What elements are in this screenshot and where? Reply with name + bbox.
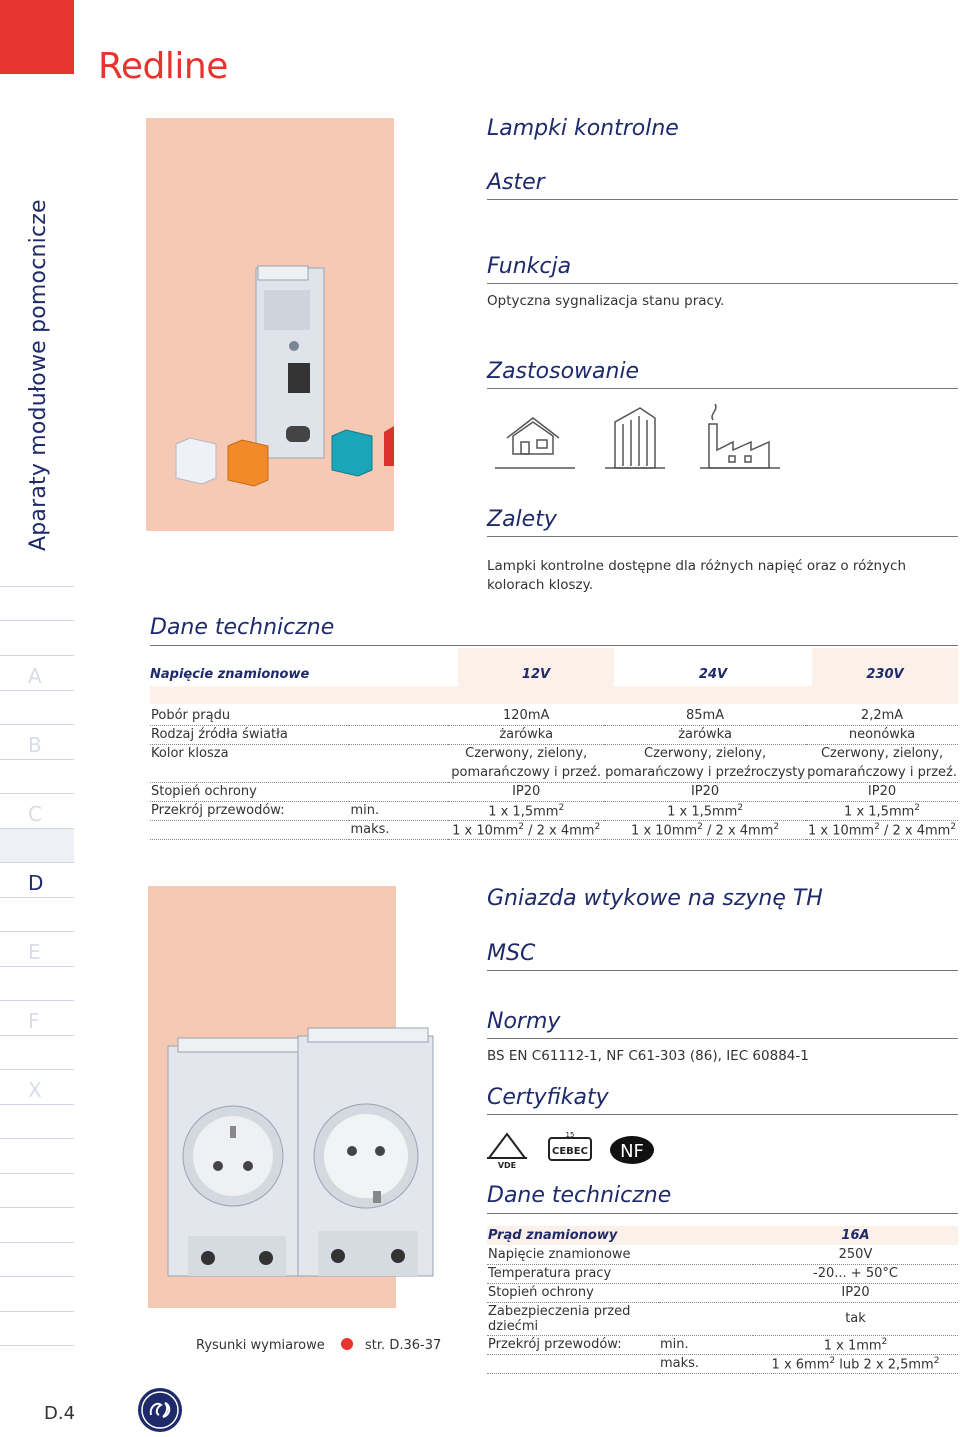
dimension-drawings-ref[interactable] bbox=[196, 1338, 441, 1353]
index-letter-f[interactable]: F bbox=[28, 1009, 40, 1033]
product-photo-aster bbox=[146, 118, 394, 531]
table-row: Zabezpieczenia przed dziećmi tak bbox=[487, 1302, 958, 1335]
sidebar-vertical-title: Aparaty modułowe pomocnicze bbox=[26, 199, 51, 551]
msc-socket-illustration bbox=[148, 886, 438, 1308]
table-row: Napięcie znamionowe 250V bbox=[487, 1245, 958, 1264]
aster-lamp-illustration bbox=[146, 118, 394, 531]
normy-text: BS EN C61112-1, NF C61-303 (86), IEC 60884-1 bbox=[487, 1048, 809, 1064]
table-row: Stopień ochrony IP20 IP20 IP20 bbox=[150, 782, 958, 801]
table-row: Rodzaj źródła światła żarówka żarówka neonówka bbox=[150, 725, 958, 744]
rule bbox=[487, 1114, 958, 1115]
table-row: pomarańczowy i przeź. pomarańczowy i przeźroczysty pomarańczowy i przeź. bbox=[150, 763, 958, 782]
tech1-rows bbox=[150, 706, 958, 840]
table-row: Przekrój przewodów: min. 1 x $1,5mm^2$ 1 x $1,5mm^2$ 1 x $1,5mm^2$ bbox=[150, 801, 958, 820]
table-row: Stopień ochrony IP20 bbox=[487, 1283, 958, 1302]
tech2-heading: Dane techniczne bbox=[487, 1183, 672, 1208]
table-row: Pobór prądu 120mA 85mA 2,2mA bbox=[150, 706, 958, 725]
certificate-logos bbox=[487, 1130, 687, 1172]
application-icons bbox=[495, 400, 785, 476]
index-letter-e[interactable]: E bbox=[28, 940, 41, 964]
active-index-band bbox=[0, 828, 74, 862]
table-row: maks. 1 x $10mm^2 / 2$ x $4mm^2$ 1 x $10mm^2 / 2$ x $4mm^2$ 1 x $10mm^2 / 2$ x $4mm^2$ bbox=[150, 820, 958, 839]
zalety-heading: Zalety bbox=[487, 507, 557, 532]
header-24v: 24V bbox=[698, 667, 728, 682]
cebec-logo-icon bbox=[549, 1131, 591, 1160]
index-letter-c[interactable]: C bbox=[28, 802, 42, 826]
svg-text:CEBEC: CEBEC bbox=[552, 1146, 588, 1157]
svg-text:NF: NF bbox=[620, 1141, 644, 1162]
sidebar-index bbox=[0, 0, 74, 1433]
index-letter-d[interactable]: D bbox=[28, 871, 44, 895]
tech1-header-row bbox=[150, 648, 958, 686]
rule bbox=[487, 1038, 958, 1039]
funkcja-heading: Funkcja bbox=[487, 254, 572, 279]
funkcja-text: Optyczna sygnalizacja stanu pracy. bbox=[487, 293, 725, 309]
index-letter-x[interactable]: X bbox=[28, 1078, 42, 1102]
rule bbox=[487, 388, 958, 389]
page-number: D.4 bbox=[44, 1403, 76, 1424]
section2-title: Gniazda wtykowe na szynę TH bbox=[487, 886, 823, 911]
header-12v: 12V bbox=[521, 667, 551, 682]
zalety-text: Lampki kontrolne dostępne dla różnych napięć oraz o różnych kolorach kloszy. bbox=[487, 558, 907, 593]
svg-text:15: 15 bbox=[565, 1131, 575, 1139]
table-row: Prąd znamionowy 16A bbox=[487, 1226, 958, 1245]
house-icon bbox=[495, 418, 575, 468]
zastosowanie-heading: Zastosowanie bbox=[487, 359, 640, 384]
rule bbox=[487, 970, 958, 971]
header-230v: 230V bbox=[866, 667, 904, 682]
office-building-icon bbox=[605, 408, 665, 468]
rule bbox=[487, 283, 958, 284]
header-spacer bbox=[150, 686, 958, 704]
table-row: maks. 1 x $6mm^2$ lub 2 x $2,5mm^2$ bbox=[487, 1354, 958, 1373]
factory-icon bbox=[700, 404, 780, 468]
header-label: Napięcie znamionowe bbox=[150, 667, 310, 682]
series-title: Redline bbox=[98, 46, 228, 87]
table-row: Temperatura pracy -20... + 50°C bbox=[487, 1264, 958, 1283]
vde-logo-icon bbox=[487, 1134, 527, 1170]
rule bbox=[487, 1213, 958, 1214]
section1-title: Lampki kontrolne bbox=[487, 116, 679, 141]
ref-page: str. D.36-37 bbox=[365, 1338, 442, 1353]
table-row: Przekrój przewodów: min. 1 x $1mm^2$ bbox=[487, 1335, 958, 1354]
ge-logo-icon bbox=[137, 1387, 183, 1433]
tech1-table bbox=[150, 648, 958, 840]
index-letter-b[interactable]: B bbox=[28, 733, 42, 757]
nf-logo-icon bbox=[610, 1136, 654, 1164]
rule bbox=[150, 645, 958, 646]
normy-heading: Normy bbox=[487, 1009, 561, 1034]
product-photo-msc bbox=[148, 886, 396, 1308]
rule bbox=[487, 536, 958, 537]
tech2-table bbox=[487, 1226, 958, 1374]
index-letter-a[interactable]: A bbox=[28, 664, 42, 688]
tech1-heading: Dane techniczne bbox=[150, 615, 335, 640]
red-dot-icon bbox=[341, 1338, 353, 1350]
rule bbox=[487, 199, 958, 200]
section1-subtitle: Aster bbox=[487, 170, 545, 195]
svg-text:VDE: VDE bbox=[497, 1161, 517, 1170]
section2-subtitle: MSC bbox=[487, 941, 536, 966]
ref-label: Rysunki wymiarowe bbox=[196, 1338, 325, 1353]
certyfikaty-heading: Certyfikaty bbox=[487, 1085, 609, 1110]
table-row: Kolor klosza Czerwony, zielony, Czerwony, zielony, Czerwony, zielony, bbox=[151, 746, 944, 762]
